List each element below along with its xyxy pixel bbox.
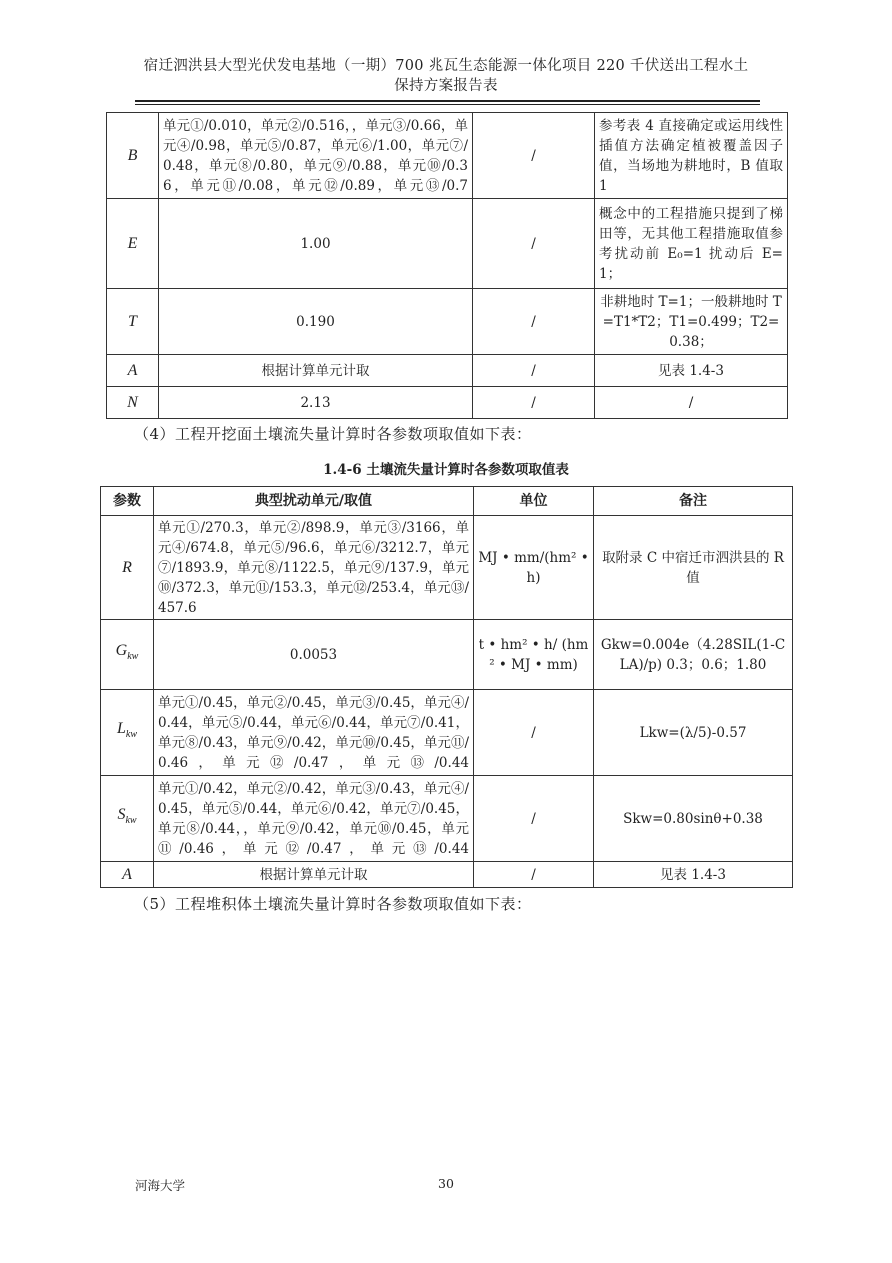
param-value: 1.00	[159, 199, 473, 289]
param-value: 单元①/0.45，单元②/0.45，单元③/0.45，单元④/0.44，单元⑤/0.44，单元⑥/0.44，单元⑦/0.41，单元⑧/0.43，单元⑨/0.42，单元⑩/0.45，单元⑪/0.46，单元⑫/0.47，单元⑬/0.44	[154, 690, 474, 776]
header-rule	[135, 100, 760, 102]
param-symbol-main: S	[117, 806, 126, 824]
param-note: Gkw=0.004e（4.28SIL(1-CLA)/p) 0.3；0.6；1.80	[594, 620, 793, 690]
header-title-line2: 保持方案报告表	[394, 78, 498, 94]
table-row	[101, 620, 793, 690]
paragraph-5: （5）工程堆积体土壤流失量计算时各参数项取值如下表：	[134, 895, 532, 913]
param-note: 参考表 4 直接确定或运用线性插值方法确定植被覆盖因子值，当场地为耕地时，B 值取 1	[595, 113, 788, 199]
table-row	[107, 387, 788, 419]
param-symbol	[101, 776, 154, 862]
param-value: 单元①/0.010，单元②/0.516，，单元③/0.66，单元④/0.98，单元⑤/0.87，单元⑥/1.00，单元⑦/0.48，单元⑧/0.80，单元⑨/0.88，单元⑩/0.36，单元⑪/0.08，单元⑫/0.89，单元⑬/0.7	[159, 113, 473, 199]
param-symbol-sub: kw	[127, 651, 139, 663]
header-rule-thin	[135, 104, 760, 105]
column-header: 备注	[594, 487, 793, 516]
table-header-row	[101, 487, 793, 516]
column-header: 单位	[474, 487, 594, 516]
table-caption: 1.4-6 土壤流失量计算时各参数项取值表	[323, 462, 569, 478]
param-unit: /	[474, 690, 594, 776]
param-note: 见表 1.4-3	[594, 862, 793, 888]
table-row	[107, 113, 788, 199]
table-row	[107, 199, 788, 289]
param-note: Lkw=(λ/5)-0.57	[594, 690, 793, 776]
param-symbol-main: G	[115, 642, 128, 660]
param-note: /	[595, 387, 788, 419]
param-symbol: B	[107, 113, 159, 199]
param-symbol-main: A	[122, 865, 132, 883]
table-row	[101, 690, 793, 776]
param-value: 2.13	[159, 387, 473, 419]
param-unit: /	[474, 862, 594, 888]
table-row	[101, 862, 793, 888]
table-row	[101, 776, 793, 862]
column-header: 参数	[101, 487, 154, 516]
page-number: 30	[438, 1176, 454, 1191]
param-symbol: A	[107, 355, 159, 387]
page-header	[100, 56, 792, 96]
header-title-line1: 宿迁泗洪县大型光伏发电基地（一期）700 兆瓦生态能源一体化项目 220 千伏送出工程水土	[143, 58, 749, 74]
table-row	[101, 516, 793, 620]
param-value: 0.190	[159, 289, 473, 355]
param-value: 根据计算单元计取	[159, 355, 473, 387]
table-row	[107, 289, 788, 355]
param-note: 见表 1.4-3	[595, 355, 788, 387]
param-note: 非耕地时 T=1；一般耕地时 T=T1*T2；T1=0.499；T2=0.38；	[595, 289, 788, 355]
param-unit: /	[473, 387, 595, 419]
param-unit: /	[473, 113, 595, 199]
param-value: 0.0053	[154, 620, 474, 690]
param-symbol	[101, 690, 154, 776]
param-unit: /	[473, 289, 595, 355]
param-unit: /	[473, 355, 595, 387]
param-symbol	[101, 620, 154, 690]
param-symbol-main: R	[122, 558, 132, 576]
param-note: 概念中的工程措施只提到了梯田等，无其他工程措施取值参考扰动前 E₀=1 扰动后 E=1；	[595, 199, 788, 289]
parameter-table	[100, 486, 793, 888]
column-header: 典型扰动单元/取值	[154, 487, 474, 516]
param-symbol-main: L	[116, 720, 126, 738]
footer-organization: 河海大学	[135, 1178, 186, 1193]
param-note: 取附录 C 中宿迁市泗洪县的 R 值	[594, 516, 793, 620]
param-symbol-sub: kw	[125, 729, 137, 741]
table-row	[107, 355, 788, 387]
param-unit: /	[474, 776, 594, 862]
param-note: Skw=0.80sinθ+0.38	[594, 776, 793, 862]
paragraph-4: （4）工程开挖面土壤流失量计算时各参数项取值如下表：	[134, 425, 532, 443]
parameter-table-continued	[106, 112, 788, 419]
param-unit: /	[473, 199, 595, 289]
param-symbol	[101, 862, 154, 888]
param-unit: t • hm² • h/ (hm² • MJ • mm)	[474, 620, 594, 690]
param-value: 单元①/0.42，单元②/0.42，单元③/0.43，单元④/0.45，单元⑤/0.44，单元⑥/0.42，单元⑦/0.45，单元⑧/0.44，，单元⑨/0.42，单元⑩/0.45，单元⑪/0.46，单元⑫/0.47，单元⑬/0.44	[154, 776, 474, 862]
param-symbol-sub: kw	[125, 815, 137, 827]
param-symbol: N	[107, 387, 159, 419]
param-symbol: T	[107, 289, 159, 355]
param-value: 根据计算单元计取	[154, 862, 474, 888]
param-symbol: E	[107, 199, 159, 289]
param-value: 单元①/270.3，单元②/898.9，单元③/3166，单元④/674.8，单元⑤/96.6，单元⑥/3212.7，单元⑦/1893.9，单元⑧/1122.5，单元⑨/137.9，单元⑩/372.3，单元⑪/153.3，单元⑫/253.4，单元⑬/457.6	[154, 516, 474, 620]
param-unit: MJ • mm/(hm² • h)	[474, 516, 594, 620]
param-symbol	[101, 516, 154, 620]
